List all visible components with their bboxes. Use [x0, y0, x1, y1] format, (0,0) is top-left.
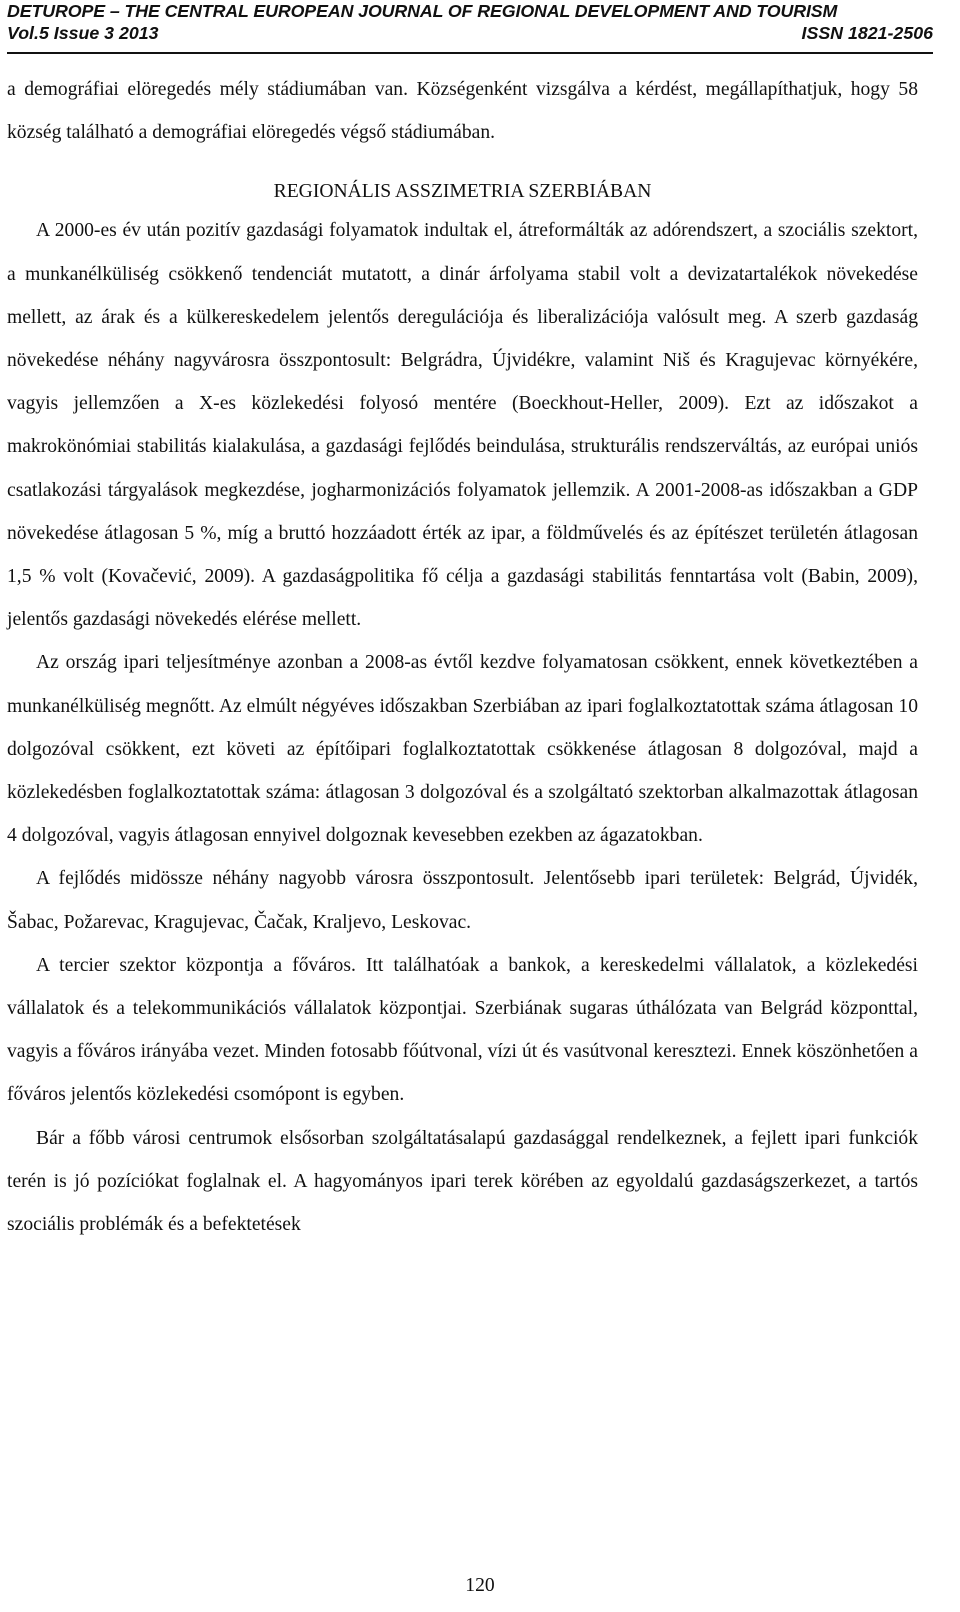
- body-paragraph: A 2000-es év után pozitív gazdasági folyamatok indultak el, átreformálták az adórendszert, a szociális szektort, a munkanélküliség csökkenő tendenciát mutatott, a dinár árfolyama stabil volt a devizatartalékok növekedése mellett, az árak és a külkereskedelem jelentős deregulációja és liberalizációja valósult meg. A szerb gazdaság növekedése néhány nagyvárosra összpontosult: Belgrádra, Újvidékre, valamint Niš és Kragujevac környékére, vagyis jellemzően a X-es közlekedési folyosó mentére (Boeckhout-Heller, 2009). Ezt az időszakot a makrokönómiai stabilitás kialakulása, a gazdasági fejlődés beindulása, strukturális rendszerváltás, az európai uniós csatlakozási tárgyalások megkezdése, jogharmonizációs folyamatok jellemzik. A 2001-2008-as időszakban a GDP növekedése átlagosan 5 %, míg a bruttó hozzáadott érték az ipar, a földművelés és az építészet területén átlagosan 1,5 % volt (Kovačević, 2009). A gazdaságpolitika fő célja a gazdasági stabilitás fenntartása volt (Babin, 2009), jelentős gazdasági növekedés elérése mellett.: [7, 220, 918, 631]
- body-paragraph: Bár a főbb városi centrumok elsősorban szolgáltatásalapú gazdasággal rendelkeznek, a fejlett ipari funkciók terén is jó pozíciókat foglalnak el. A hagyományos ipari terek körében az egyoldalú gazdaságszerkezet, a tartós szociális problémák és a befektetések: [7, 1127, 918, 1236]
- body-paragraph: Az ország ipari teljesítménye azonban a 2008-as évtől kezdve folyamatosan csökkent, ennek következtében a munkanélküliség megnőtt. Az elmúlt négyéves időszakban Szerbiában az ipari foglalkoztatottak száma átlagosan 10 dolgozóval csökkent, ezt követi az építőipari foglalkoztatottak csökkenése átlagosan 8 dolgozóval, majd a közlekedésben foglalkoztatottak száma: átlagosan 3 dolgozóval és a szolgáltató szektorban alkalmazottak átlagosan 4 dolgozóval, vagyis átlagosan ennyivel dolgoznak kevesebben ezekben az ágazatokban.: [7, 652, 918, 847]
- journal-header: [7, 0, 933, 54]
- intro-paragraph: a demográfiai elöregedés mély stádiumában van. Községenként vizsgálva a kérdést, megállapíthatjuk, hogy 58 község található a demográfiai elöregedés végső stádiumában.: [7, 79, 918, 144]
- page-number: 120: [465, 1575, 495, 1596]
- section-heading: REGIONÁLIS ASSZIMETRIA SZERBIÁBAN: [273, 181, 652, 203]
- journal-issn: ISSN 1821-2506: [801, 23, 933, 43]
- article-body: [7, 68, 918, 1246]
- body-paragraph: A tercier szektor központja a főváros. Itt találhatóak a bankok, a kereskedelmi vállalatok, a közlekedési vállalatok és a telekommunikációs vállalatok központjai. Szerbiának sugaras úthálózata van Belgrád központtal, vagyis a főváros irányába vezet. Minden fotosabb főútvonal, vízi út és vasútvonal keresztezi. Ennek köszönhetően a főváros jelentős közlekedési csomópont is egyben.: [7, 954, 918, 1106]
- body-paragraph: A fejlődés midössze néhány nagyobb városra összpontosult. Jelentősebb ipari területek: Belgrád, Újvidék, Šabac, Požarevac, Kragujevac, Čačak, Kraljevo, Leskovac.: [7, 868, 918, 933]
- journal-volume: Vol.5 Issue 3 2013: [7, 23, 159, 43]
- journal-title: DETUROPE – THE CENTRAL EUROPEAN JOURNAL OF REGIONAL DEVELOPMENT AND TOURISM: [7, 1, 838, 21]
